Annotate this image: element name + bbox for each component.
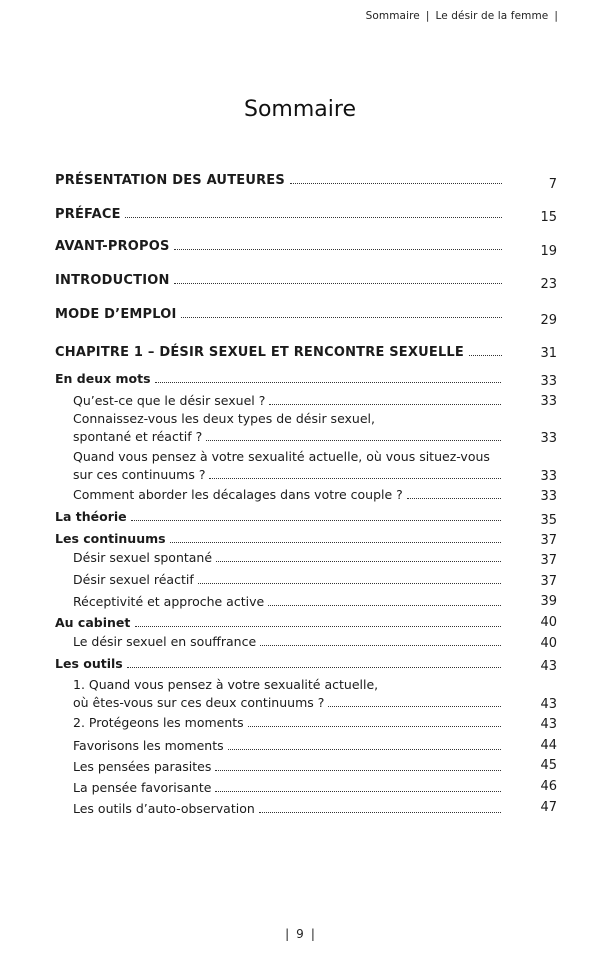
toc-entry-title <box>73 633 507 651</box>
toc-page-number: 15 <box>540 210 557 225</box>
toc-entry-title <box>73 392 507 410</box>
running-head-section: Sommaire <box>365 10 420 22</box>
toc-leader-dots <box>260 645 501 646</box>
toc-entry-title <box>73 571 507 589</box>
page-title: Sommaire <box>244 97 356 122</box>
toc-leader-dots <box>248 726 501 727</box>
toc-leader-dots <box>127 667 501 668</box>
toc-page-number: 43 <box>540 659 557 674</box>
toc-page-number: 44 <box>540 738 557 753</box>
toc-page-number: 33 <box>540 431 557 446</box>
toc-entry-text: CHAPITRE 1 – DÉSIR SEXUEL ET RENCONTRE SEXUELLE <box>55 345 464 360</box>
toc-leader-dots <box>469 355 502 356</box>
toc-leader-dots <box>135 626 502 627</box>
toc-page-number: 37 <box>540 553 557 568</box>
toc-entry-text: Qu’est-ce que le désir sexuel ? <box>73 393 266 408</box>
toc-leader-dots <box>174 283 501 284</box>
toc-entry-title <box>73 737 507 755</box>
toc-entry-text: Les pensées parasites <box>73 759 212 774</box>
toc-entry-text: 2. Protégeons les moments <box>73 715 244 730</box>
toc-entry-text: Favorisons les moments <box>73 738 224 753</box>
toc-page-number: 7 <box>548 177 557 192</box>
toc-page-number: 29 <box>540 313 557 328</box>
toc-leader-dots <box>216 561 501 562</box>
page-folio <box>0 927 600 941</box>
toc-leader-dots <box>269 404 501 405</box>
toc-entry-title <box>73 549 507 567</box>
toc-leader-dots <box>209 478 501 479</box>
toc-entry-title <box>55 530 507 548</box>
toc-leader-dots <box>215 770 501 771</box>
toc-entry-title <box>73 410 507 446</box>
toc-entry-title <box>55 272 507 290</box>
toc-entry-text: La théorie <box>55 509 127 524</box>
toc-entry-text: Réceptivité et approche active <box>73 594 265 609</box>
toc-entry-title <box>73 800 507 818</box>
toc-entry-text: Connaissez-vous les deux types de désir sexuel, <box>73 411 375 426</box>
toc-entry-text: En deux mots <box>55 371 151 386</box>
toc-entry-title <box>73 486 507 504</box>
toc-page-number: 19 <box>540 244 557 259</box>
toc-entry-text: Au cabinet <box>55 615 131 630</box>
toc-leader-dots <box>290 183 502 184</box>
toc-entry-text: Désir sexuel réactif <box>73 572 194 587</box>
toc-page-number: 33 <box>540 394 557 409</box>
toc-entry-title <box>55 344 507 362</box>
toc-leader-dots <box>328 706 501 707</box>
toc-leader-dots <box>170 542 501 543</box>
toc-entry-title <box>73 714 507 732</box>
toc-leader-dots <box>268 605 501 606</box>
toc-leader-dots <box>181 317 501 318</box>
toc-entry-text: Quand vous pensez à votre sexualité actuelle, où vous situez-vous <box>73 449 490 464</box>
toc-entry-title <box>55 172 507 190</box>
folio-left-bar: | <box>285 927 290 941</box>
folio-right-bar: | <box>310 927 315 941</box>
toc-entry-text-continued: spontané et réactif ? <box>73 429 203 444</box>
toc-entry-title <box>55 238 507 256</box>
toc-entry-title <box>73 779 507 797</box>
toc-page-number: 33 <box>540 374 557 389</box>
toc-entry-title <box>73 448 507 484</box>
toc-entry-title <box>55 206 507 224</box>
running-head-separator: | <box>425 10 430 22</box>
running-head-end-mark: | <box>554 10 558 22</box>
toc-leader-dots <box>228 749 501 750</box>
toc-page-number: 43 <box>540 697 557 712</box>
toc-entry-text: PRÉFACE <box>55 207 121 222</box>
toc-entry-title <box>73 676 507 712</box>
toc-leader-dots <box>131 520 501 521</box>
toc-entry-text: Les outils <box>55 656 123 671</box>
toc-entry-text-continued: où êtes-vous sur ces deux continuums ? <box>73 695 325 710</box>
toc-leader-dots <box>155 382 501 383</box>
running-head-book-title: Le désir de la femme <box>435 10 549 22</box>
toc-entry-title <box>55 306 507 324</box>
toc-page-number: 37 <box>540 574 557 589</box>
running-head <box>366 10 564 22</box>
toc-page-number: 31 <box>540 346 557 361</box>
toc-entry-title <box>55 370 507 388</box>
toc-entry-text: La pensée favorisante <box>73 780 212 795</box>
toc-page-number: 45 <box>540 758 557 773</box>
toc-entry-text: INTRODUCTION <box>55 273 170 288</box>
toc-entry-title <box>73 758 507 776</box>
toc-leader-dots <box>125 217 501 218</box>
toc-entry-text: Désir sexuel spontané <box>73 550 213 565</box>
toc-entry-title <box>55 508 507 526</box>
toc-leader-dots <box>407 498 501 499</box>
toc-entry-text: Les continuums <box>55 531 166 546</box>
folio-page-number: 9 <box>296 927 304 941</box>
toc-entry-text: Les outils d’auto-observation <box>73 801 255 816</box>
toc-page-number: 46 <box>540 779 557 794</box>
toc-page-number: 33 <box>540 469 557 484</box>
toc-entry-text: MODE D’EMPLOI <box>55 307 177 322</box>
toc-page-number: 40 <box>540 636 557 651</box>
toc-entry-title <box>55 655 507 673</box>
toc-entry-title <box>73 593 507 611</box>
toc-entry-title <box>55 614 507 632</box>
toc-leader-dots <box>198 583 501 584</box>
toc-entry-text: AVANT-PROPOS <box>55 239 170 254</box>
toc-page-number: 37 <box>540 533 557 548</box>
toc-entry-text: PRÉSENTATION DES AUTEURES <box>55 173 285 188</box>
toc-page-number: 47 <box>540 800 557 815</box>
toc-entry-text: Comment aborder les décalages dans votre couple ? <box>73 487 403 502</box>
toc-page-number: 39 <box>540 594 557 609</box>
toc-page-number: 43 <box>540 717 557 732</box>
toc-entry-text: 1. Quand vous pensez à votre sexualité actuelle, <box>73 677 379 692</box>
toc-entry-text-continued: sur ces continuums ? <box>73 467 206 482</box>
toc-page-number: 33 <box>540 489 557 504</box>
toc-entry-text: Le désir sexuel en souffrance <box>73 634 257 649</box>
toc-leader-dots <box>215 791 501 792</box>
toc-leader-dots <box>174 249 501 250</box>
toc-page-number: 40 <box>540 615 557 630</box>
toc-page-number: 23 <box>540 277 557 292</box>
toc-page-number: 35 <box>540 513 557 528</box>
toc-leader-dots <box>206 440 501 441</box>
toc-leader-dots <box>259 812 501 813</box>
